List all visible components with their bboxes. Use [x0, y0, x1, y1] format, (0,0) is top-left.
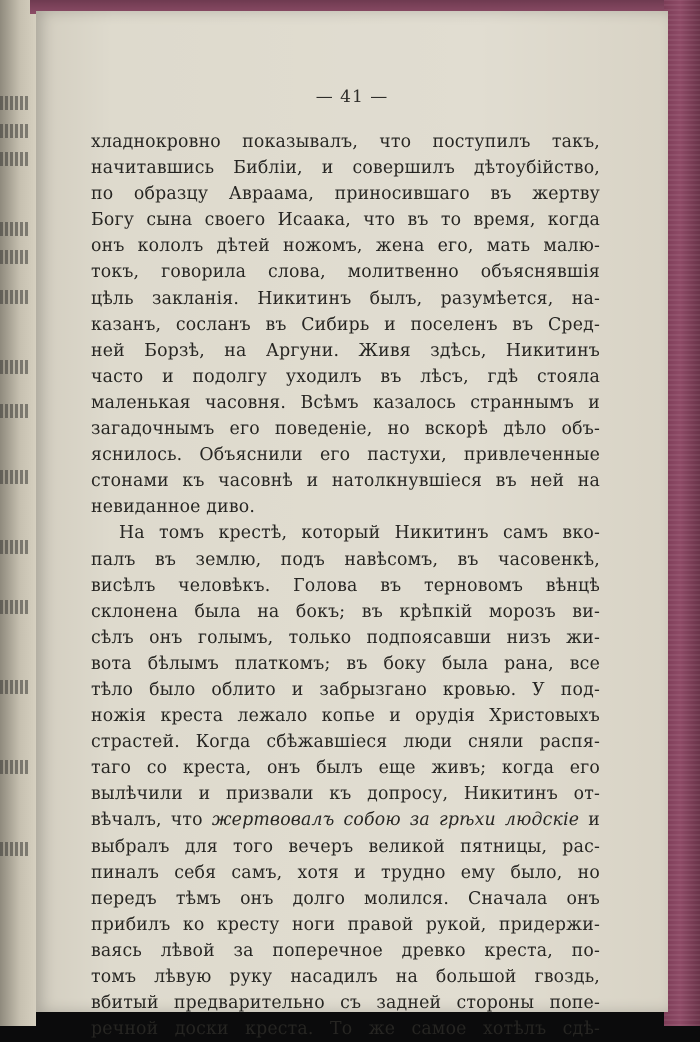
left-page-text-fragment [0, 250, 30, 264]
text-line: ножія креста лежало копье и орудія Христовыхъ [91, 706, 600, 727]
text-line: висѣлъ человѣкъ. Голова въ терновомъ вѣнцѣ [91, 575, 600, 596]
text-line: передъ тѣмъ онъ долго молился. Сначала онъ [91, 888, 600, 909]
page-number: — 41 — [315, 87, 389, 107]
text-line: по образцу Авраама, приносившаго въ жертву [91, 184, 600, 205]
text-line: ваясь лѣвой за поперечное древко креста, по- [91, 940, 600, 961]
text-line: страстей. Когда сбѣжавшіеся люди сняли распя- [91, 732, 600, 753]
left-page-text-fragment [0, 152, 30, 166]
left-page-text-fragment [0, 96, 30, 110]
left-page-text-fragment [0, 760, 30, 774]
text-line: вбитый предварительно съ задней стороны попе- [91, 993, 600, 1014]
text-line: токъ, говорила слова, молитвенно объяснявшія [91, 262, 600, 283]
left-page-text-fragment [0, 842, 30, 856]
left-page-text-fragment [0, 124, 30, 138]
text-line: маленькая часовня. Всѣмъ казалось страннымъ и [91, 392, 600, 413]
text-line: вылѣчили и призвали къ допросу, Никитинъ от- [91, 784, 600, 805]
text-line: цѣль закланія. Никитинъ былъ, разумѣется, на- [91, 288, 600, 309]
left-page-text-fragment [0, 360, 30, 374]
left-page-text-fragment [0, 290, 30, 304]
text-line: таго со креста, онъ былъ еще живъ; когда его [91, 758, 600, 779]
text-line: начитавшись Библіи, и совершилъ дѣтоубійство, [91, 158, 600, 179]
left-page-edge [0, 0, 36, 1026]
text-line: загадочнымъ его поведеніе, но вскорѣ дѣло объ- [91, 419, 600, 440]
text-line: часто и подолгу уходилъ въ лѣсъ, гдѣ стояла [91, 366, 600, 387]
page-body-text [91, 129, 600, 1042]
left-page-text-fragment [0, 540, 30, 554]
text-line: невиданное диво. [91, 497, 256, 518]
text-line: пиналъ себя самъ, хотя и трудно ему было, но [91, 862, 600, 883]
text-line: тѣло было облито и забрызгано кровью. У под- [91, 679, 600, 700]
text-line: сѣлъ онъ голымъ, только подпоясавши низъ жи- [91, 627, 600, 648]
text-line: вота бѣлымъ платкомъ; въ боку была рана, все [91, 653, 600, 674]
text-line: На томъ крестѣ, который Никитинъ самъ вко- [119, 523, 600, 544]
left-page-text-fragment [0, 222, 30, 236]
book-cover-right-edge [664, 0, 700, 1026]
left-page-text-fragment [0, 470, 30, 484]
left-page-text-fragment [0, 680, 30, 694]
left-page-text-fragment [0, 600, 30, 614]
text-line: стонами къ часовнѣ и натолкнувшіеся въ ней на [91, 471, 600, 492]
text-line: Богу сына своего Исаака, что въ то время, когда [91, 210, 600, 231]
text-line: прибилъ ко кресту ноги правой рукой, придержи- [91, 914, 600, 935]
text-line: томъ лѣвую руку насадилъ на большой гвоздь, [91, 967, 600, 987]
text-line: ней Борзѣ, на Аргуни. Живя здѣсь, Никитинъ [91, 340, 600, 361]
text-line: палъ въ землю, подъ навѣсомъ, въ часовенкѣ, [91, 549, 600, 570]
text-line: онъ кололъ дѣтей ножомъ, жена его, мать малю- [91, 236, 600, 257]
text-line: казанъ, сосланъ въ Сибирь и поселенъ въ Сред- [91, 314, 600, 335]
text-line: вѣчалъ, что жертвовалъ собою за грѣхи людскіе и [91, 810, 600, 831]
text-line: хладнокровно показывалъ, что поступилъ такъ, [91, 132, 600, 152]
text-line: яснилось. Объяснили его пастухи, привлеченные [91, 445, 600, 466]
text-line: речной доски креста. То же самое хотѣлъ сдѣ- [91, 1019, 600, 1040]
italic-phrase: жертвовалъ собою за грѣхи людскіе [211, 810, 580, 831]
text-line: склонена была на бокъ; въ крѣпкій морозъ ви- [91, 601, 600, 622]
book-page [36, 11, 668, 1040]
left-page-text-fragment [0, 404, 30, 418]
text-line: выбралъ для того вечеръ великой пятницы, рас- [91, 836, 600, 857]
